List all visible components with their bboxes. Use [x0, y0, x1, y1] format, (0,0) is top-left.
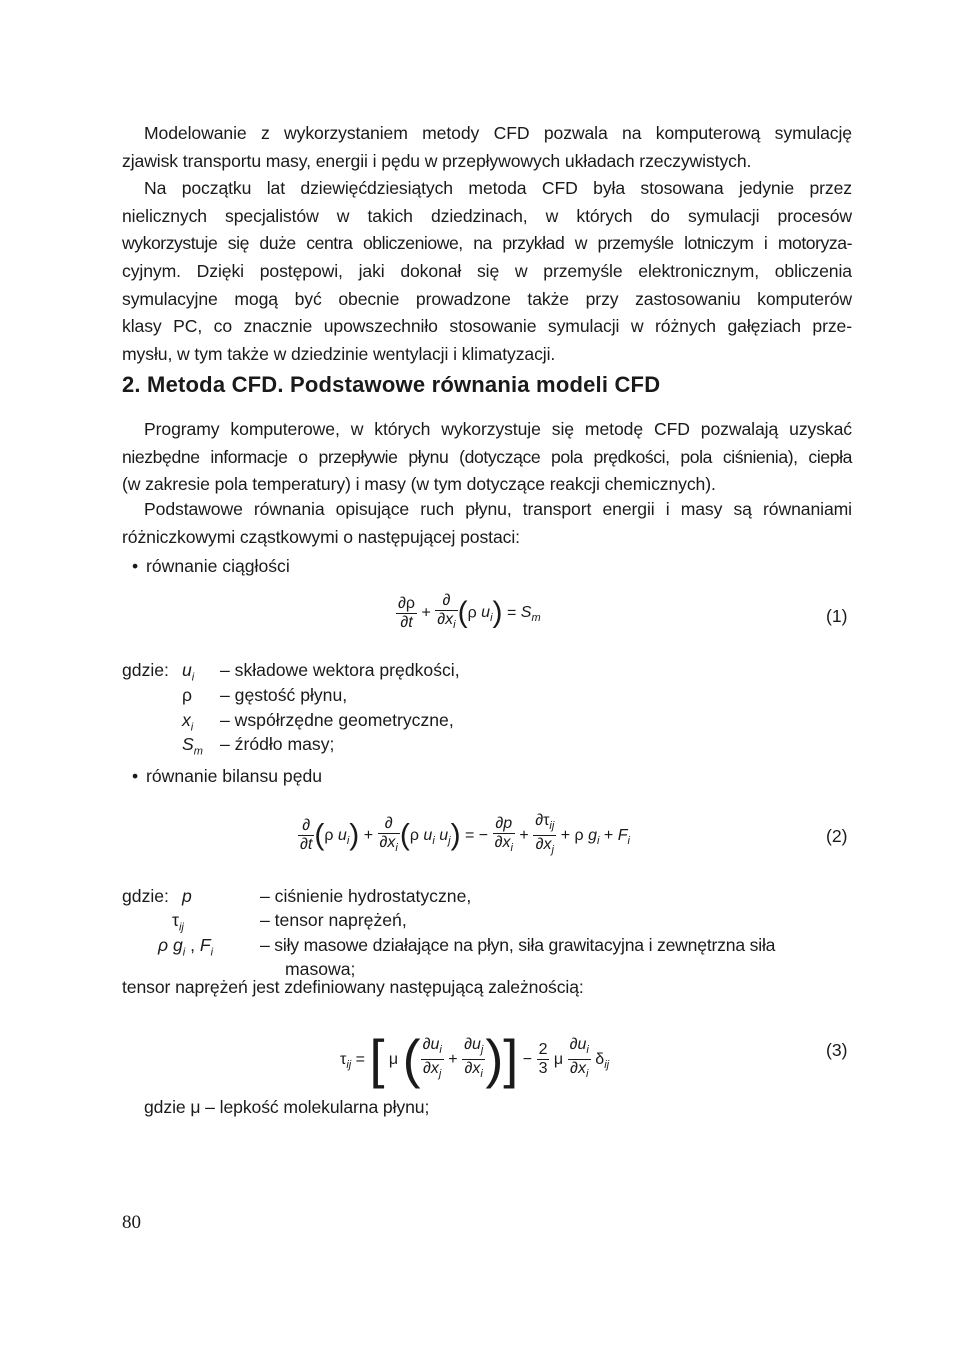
equation-number: (3)	[826, 1040, 848, 1060]
symbol: u	[182, 660, 192, 680]
text-line: zjawisk transportu masy, energii i pędu w przepływowych układach rzeczywistych.	[122, 150, 752, 171]
equation-2: $\frac{\partial}{\partial t}$ (ρ $u_i$) + $\frac{\partial}{\partial x_i}$ (ρ $u_i$ $u_j$) = − $\frac{\partial p}{\partial x_i}$ + $\frac{\partial\tau_{ij}}{\partial x_j}$ + ρ $g_i + F_i$	[300, 812, 630, 857]
symbol-desc: – źródło masy;	[220, 734, 335, 754]
bullet-label: równanie ciągłości	[146, 556, 290, 576]
gdzie-label: gdzie:	[122, 886, 169, 906]
symbol: ρ g	[158, 935, 183, 955]
symbol: x	[182, 710, 191, 730]
symbol-definitions-2: gdzie: p – ciśnienie hydrostatyczne, $\tau_{ij}$ – tensor naprężeń, ρ $g_i$ , $F_i$ – siły masowe działające na płyn, siła grawitacyjna i zewnętrzna siła masowa;	[122, 886, 776, 979]
bullet-label: równanie bilansu pędu	[146, 766, 323, 786]
symbol-desc: – składowe wektora prędkości,	[220, 660, 460, 680]
section-paragraph-1	[122, 416, 852, 499]
bullet-icon: •	[132, 766, 139, 786]
text-line: (w zakresie pola temperatury) i masy (w tym dotyczące reakcji chemicznych).	[122, 474, 716, 495]
text-line: gdzie μ – lepkość molekularna płynu;	[144, 1097, 430, 1117]
tensor-intro	[122, 974, 852, 1002]
text-line: Na początku lat dziewięćdziesiątych metoda CFD była stosowana jedynie przez	[144, 178, 852, 199]
text-line: klasy PC, co znacznie upowszechniło stosowanie symulacji w różnych gałęziach prze-	[122, 316, 852, 337]
gdzie-label: gdzie:	[122, 660, 169, 680]
bullet-continuity	[132, 556, 290, 577]
equation-1: $\frac{\partial\rho}{\partial t}$ + $\frac{\partial}{\partial x_i}$ (ρ $u_i) = S_m$	[398, 592, 541, 632]
text-line: mysłu, w tym także w dziedzinie wentylacji i klimatyzacji.	[122, 343, 556, 364]
text-line: cyjnym. Dzięki postępowi, jaki dokonał się w przemyśle elektronicznym, obliczenia	[122, 260, 852, 281]
symbol: ρ	[182, 685, 193, 705]
text-line: nielicznych specjalistów w takich dziedzinach, w których do symulacji procesów	[122, 205, 852, 226]
mu-definition	[122, 1094, 852, 1122]
text-line: symulacyjne mogą być obecnie prowadzone także przy zastosowaniu komputerów	[122, 288, 852, 309]
symbol-desc: – siły masowe działające na płyn, siła grawitacyjna i zewnętrzna siła	[260, 935, 776, 955]
symbol-desc: – współrzędne geometryczne,	[220, 710, 454, 730]
symbol-desc: – tensor naprężeń,	[260, 910, 407, 930]
symbol: τ	[172, 910, 179, 930]
symbol-desc: – ciśnienie hydrostatyczne,	[260, 886, 472, 906]
text-line: wykorzystuje się duże centra obliczeniowe, na przykład w przemyśle lotniczym i motoryza-	[122, 233, 852, 254]
equation-3: $\tau_{ij}$ = [ μ ( $\frac{\partial u_i}{\partial x_j}$ + $\frac{\partial u_j}{\partial x_i}$ )] − $\frac{2}{3}$ μ $\frac{\partial u_i}{\partial x_i}$ $\delta_{ij}$	[340, 1029, 610, 1090]
symbol: S	[182, 734, 194, 754]
bullet-momentum	[132, 766, 322, 787]
symbol-subscript: i	[190, 721, 194, 734]
equation-number: (1)	[826, 606, 848, 626]
text-line: Podstawowe równania opisujące ruch płynu, transport energii i masy są równaniami	[144, 499, 852, 519]
text-line: różniczkowymi cząstkowymi o następującej postaci:	[122, 526, 520, 547]
symbol: p	[182, 886, 192, 906]
equation-number: (2)	[826, 826, 848, 846]
symbol-desc-continued: masowa;	[285, 959, 356, 979]
symbol-desc: – gęstość płynu,	[220, 685, 348, 705]
text-line: Modelowanie z wykorzystaniem metody CFD pozwala na komputerową symulację	[144, 123, 852, 143]
symbol-subscript: m	[193, 745, 203, 758]
text-line: tensor naprężeń jest zdefiniowany następującą zależnością:	[122, 977, 584, 997]
section-paragraph-2	[122, 496, 852, 551]
page-number: 80	[122, 1212, 141, 1233]
bullet-icon: •	[132, 556, 139, 576]
symbol-definitions-1	[122, 660, 722, 760]
symbol-subscript: i	[191, 671, 195, 684]
text-line: niezbędne informacje o przepływie płynu (dotyczące pola prędkości, pola ciśnienia), ciepła	[122, 446, 852, 467]
section-heading: 2. Metoda CFD. Podstawowe równania modeli CFD	[122, 372, 661, 397]
intro-paragraph	[122, 120, 852, 368]
text-line: Programy komputerowe, w których wykorzystuje się metodę CFD pozwalają uzyskać	[144, 419, 852, 439]
